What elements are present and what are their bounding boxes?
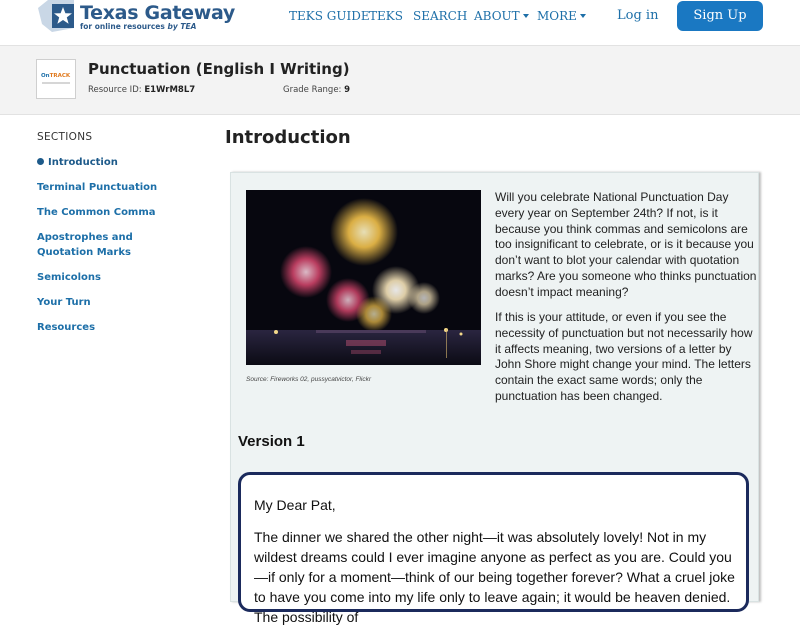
fireworks-image xyxy=(246,190,481,365)
fireworks-photo xyxy=(246,190,481,365)
ontrack-divider xyxy=(42,82,70,84)
top-header xyxy=(0,0,800,45)
section-heading: Introduction xyxy=(225,127,351,148)
resource-bar xyxy=(0,45,800,115)
logo-title: Texas Gateway xyxy=(80,2,235,24)
nav-teks[interactable]: TEKS xyxy=(369,9,403,23)
version-title: Version 1 xyxy=(238,433,305,450)
active-dot-icon xyxy=(37,158,44,165)
chevron-down-icon xyxy=(580,14,586,18)
nav-search[interactable]: SEARCH xyxy=(413,9,468,23)
logo-subtitle: for online resources by TEA xyxy=(80,22,197,31)
intro-paragraph-1: Will you celebrate National Punctuation Day every year on September 24th? If not, is it because you think commas and semicolons are too insignificant to celebrate, or is it because you don’t want to blot your calendar with quotation marks? Are you someone who thinks punctuation doesn’t impact meaning? xyxy=(495,190,757,299)
chevron-down-icon xyxy=(523,14,529,18)
grade-range: Grade Range: 9 xyxy=(283,85,351,95)
signup-button[interactable]: Sign Up xyxy=(677,1,763,31)
ontrack-logo xyxy=(36,59,76,99)
sidebar-item-your-turn[interactable]: Your Turn xyxy=(37,297,91,308)
intro-paragraph-2: If this is your attitude, or even if you see the necessity of punctuation but not necessarily how it affects meaning, two versions of a letter by John Shore might change your mind. The letters contain the exact same words; only the punctuation has been changed. xyxy=(495,310,753,403)
nav-more[interactable]: MORE xyxy=(537,9,586,23)
resource-title: Punctuation (English I Writing) xyxy=(88,60,350,78)
image-caption: Source: Fireworks 02, pussycatvictor, Flickr xyxy=(246,376,371,383)
sections-heading: SECTIONS xyxy=(37,131,93,143)
sidebar-item-semicolons[interactable]: Semicolons xyxy=(37,272,101,283)
sidebar-item-introduction[interactable]: Introduction xyxy=(37,155,197,170)
login-link[interactable]: Log in xyxy=(617,8,659,23)
ontrack-text: OnTRACK xyxy=(41,73,71,79)
texas-star-icon xyxy=(38,0,78,32)
sidebar-item-apostrophes-quotation-marks[interactable]: Apostrophes and Quotation Marks xyxy=(37,232,133,258)
sidebar-item-common-comma[interactable]: The Common Comma xyxy=(37,207,156,218)
sidebar-item-terminal-punctuation[interactable]: Terminal Punctuation xyxy=(37,182,158,193)
letter-body: The dinner we shared the other night—it was absolutely lovely! Not in my wildest dreams could I ever imagine anyone as perfect as you are. Could you—if only for a moment—think of our being together forever? What a cruel joke to have you come into my life only to leave again; it would be heaven denied. The possibility of xyxy=(254,529,735,625)
texas-gateway-logo[interactable] xyxy=(38,0,235,34)
nav-about[interactable]: ABOUT xyxy=(474,9,529,23)
resource-id: Resource ID: E1WrM8L7 xyxy=(88,85,196,95)
nav-teks-guide[interactable]: TEKS GUIDE xyxy=(289,9,370,23)
letter-greeting: My Dear Pat, xyxy=(254,497,336,513)
sidebar-item-resources[interactable]: Resources xyxy=(37,322,96,333)
